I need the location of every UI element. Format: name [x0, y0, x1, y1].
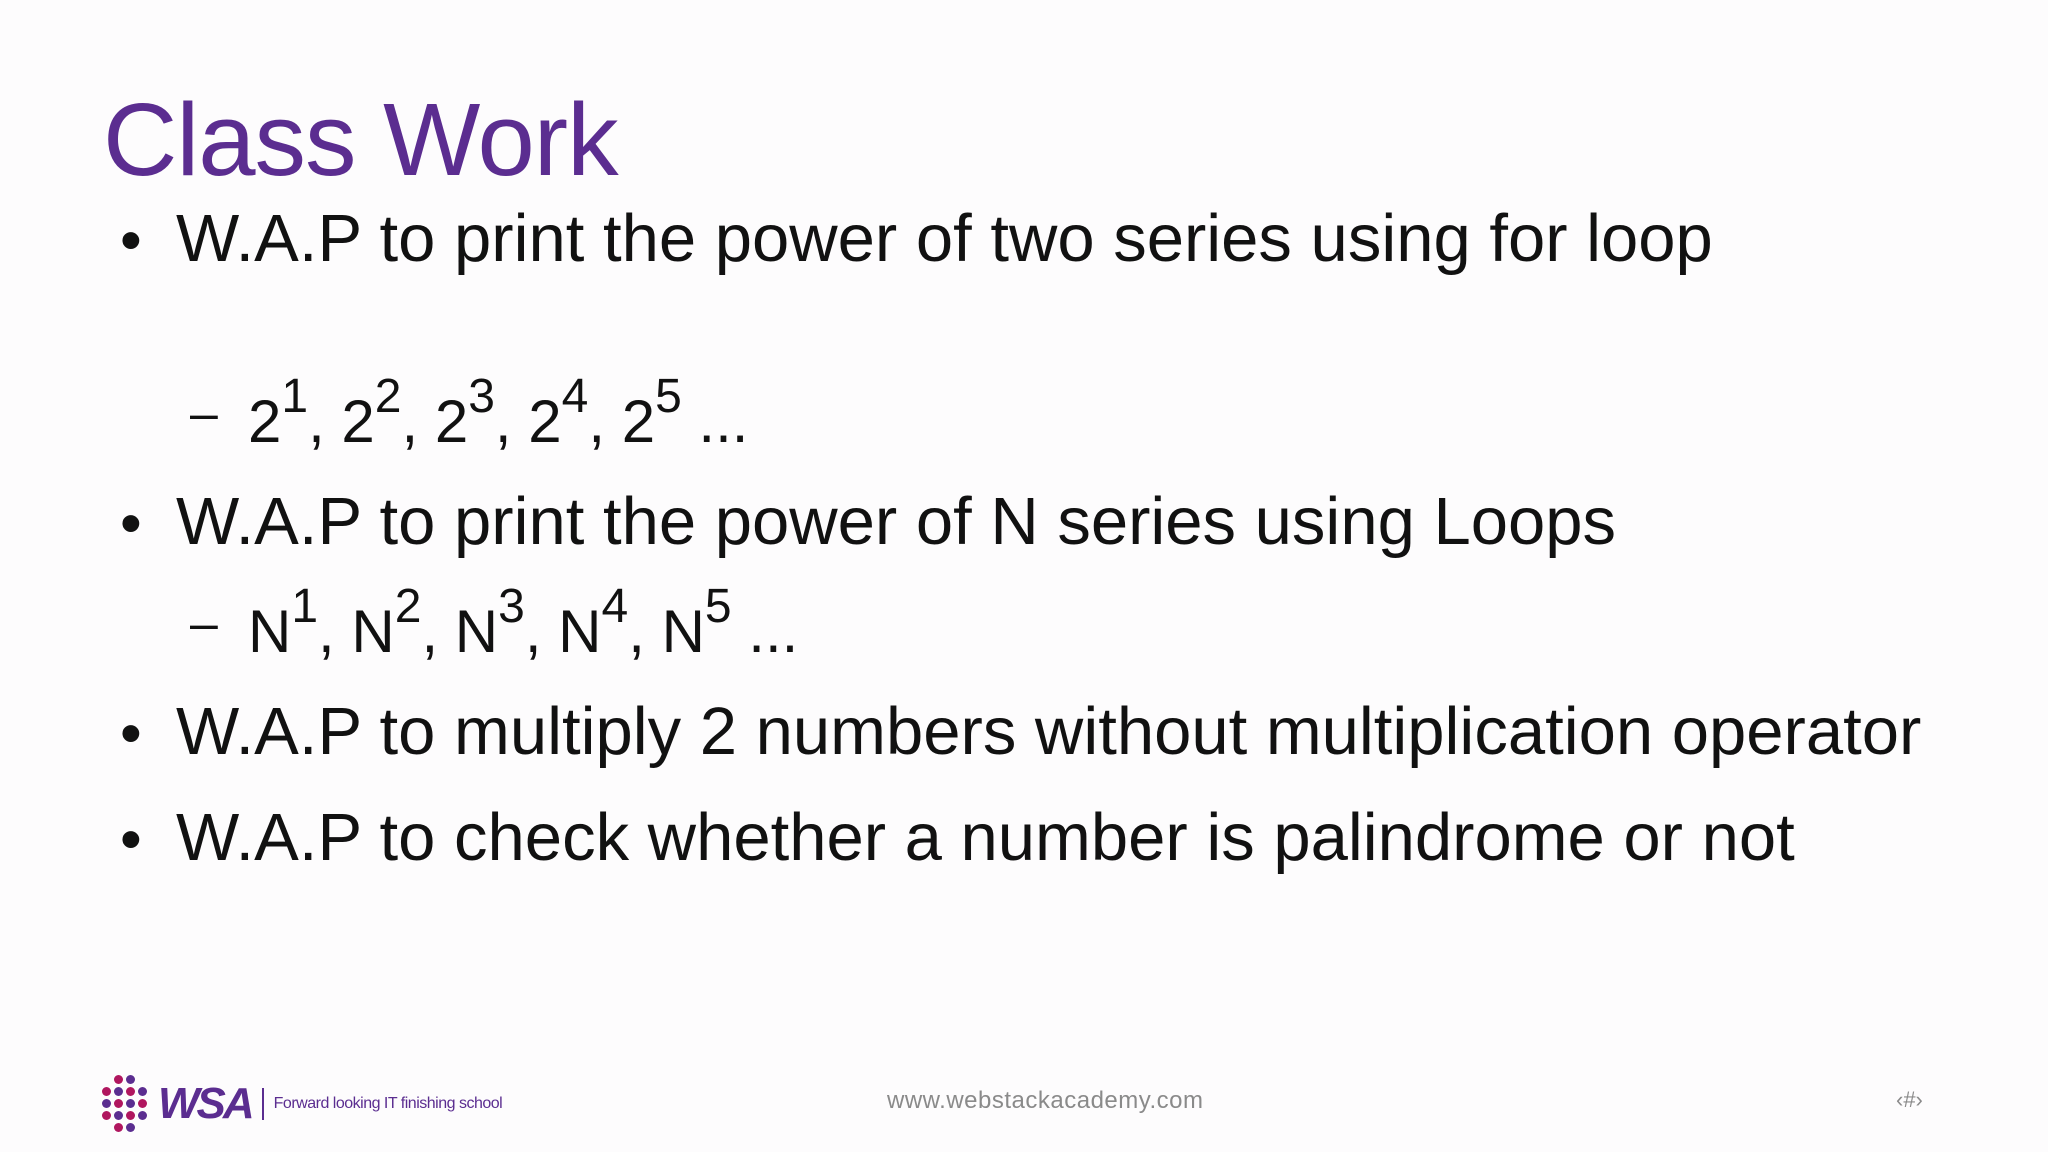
sub-bullet-item [190, 580, 799, 665]
logo-wordmark: WSA [158, 1079, 252, 1128]
logo-tagline: Forward looking IT finishing school [273, 1095, 503, 1112]
bullet-marker: • [120, 699, 142, 768]
series-term: $N^4$, [558, 580, 662, 665]
page-number: ‹#› [1896, 1087, 1923, 1112]
bullet-item [120, 694, 1922, 769]
series-term: $N^2$, [351, 580, 455, 665]
sub-bullet-marker: – [190, 595, 218, 651]
sub-bullet-marker: – [190, 385, 218, 441]
series-term: $N^5$ ... [661, 580, 799, 665]
bullet-item [120, 201, 1713, 276]
bullet-text: W.A.P to print the power of two series using for loop [176, 201, 1713, 276]
logo-divider [262, 1088, 264, 1120]
bullet-text: W.A.P to multiply 2 numbers without multiplication operator [176, 694, 1922, 769]
wsa-logo [102, 1072, 502, 1136]
series-term: $N^1$, [248, 580, 352, 665]
bullet-item [120, 484, 1617, 559]
series-term: $N^3$, [454, 580, 559, 665]
series-term: $2^2$, [341, 370, 435, 455]
sub-bullet-item [190, 370, 749, 455]
series-term: $2^4$, [528, 370, 622, 455]
bullet-item [120, 800, 1795, 875]
series-term: $2^5$ ... [621, 370, 749, 455]
bullet-marker: • [120, 805, 142, 874]
series-term: $2^1$, [248, 370, 342, 455]
bullet-marker: • [120, 206, 142, 275]
series-term: $2^3$, [434, 370, 529, 455]
logo-dots-icon [102, 1075, 148, 1133]
footer-url: www.webstackacademy.com [887, 1087, 1204, 1114]
bullet-marker: • [120, 489, 142, 558]
bullet-text: W.A.P to check whether a number is palindrome or not [176, 800, 1795, 875]
slide-title: Class Work [103, 82, 618, 197]
bullet-text: W.A.P to print the power of N series using Loops [176, 484, 1617, 559]
